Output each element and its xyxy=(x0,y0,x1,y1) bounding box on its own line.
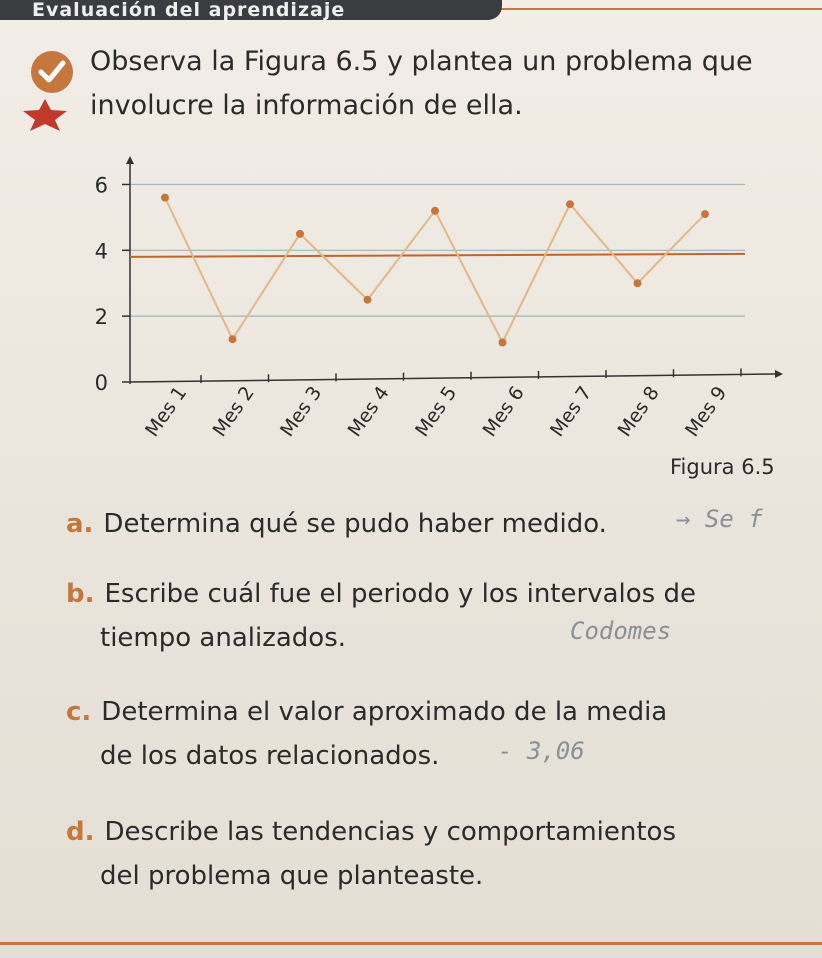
x-tick-label: Mes 4 xyxy=(343,382,394,441)
question-text: Escribe cuál fue el periodo y los intervalos de xyxy=(104,579,696,609)
x-tick-label: Mes 7 xyxy=(546,382,597,441)
star-icon xyxy=(20,98,70,132)
question-letter: a. xyxy=(66,509,94,539)
question-letter: d. xyxy=(66,817,95,847)
data-point xyxy=(161,194,169,202)
question-c xyxy=(66,690,786,778)
question-text-continued: del problema que planteaste. xyxy=(100,861,484,891)
data-point xyxy=(431,207,439,215)
question-letter: b. xyxy=(66,579,95,609)
handwritten-answer-b: Codomes xyxy=(570,617,672,645)
y-tick-label: 0 xyxy=(94,371,108,395)
y-tick-label: 6 xyxy=(94,173,108,198)
x-tick-label: Mes 3 xyxy=(276,382,327,441)
reference-line xyxy=(130,254,745,257)
x-tick-label: Mes 6 xyxy=(478,382,529,441)
frame-line-bottom xyxy=(0,942,822,945)
data-point xyxy=(566,200,574,208)
handwritten-answer-c: - 3,06 xyxy=(498,737,585,765)
check-icon xyxy=(28,48,76,96)
x-tick-label: Mes 1 xyxy=(141,382,192,441)
data-point xyxy=(499,338,507,346)
data-point xyxy=(229,335,237,343)
x-tick-label: Mes 5 xyxy=(411,382,462,441)
question-text-continued: de los datos relacionados. xyxy=(100,741,440,771)
figure-6-5-chart xyxy=(0,150,822,490)
data-point xyxy=(634,279,642,287)
x-tick-label: Mes 9 xyxy=(681,382,732,441)
data-point xyxy=(364,296,372,304)
question-b xyxy=(66,572,786,660)
y-axis-arrow xyxy=(126,156,134,164)
line-chart xyxy=(0,150,822,470)
x-tick-label: Mes 8 xyxy=(613,382,664,441)
figure-caption: Figura 6.5 xyxy=(670,455,775,479)
data-point xyxy=(296,230,304,238)
x-tick-label: Mes 2 xyxy=(208,382,259,441)
handwritten-answer-a: → Se f xyxy=(676,505,763,533)
question-text: Determina el valor aproximado de la media xyxy=(101,697,668,727)
question-letter: c. xyxy=(66,697,92,727)
y-tick-label: 4 xyxy=(94,239,108,264)
section-header: Evaluación del aprendizaje xyxy=(0,0,502,20)
data-point xyxy=(701,210,709,218)
y-tick-label: 2 xyxy=(94,305,108,330)
question-text-continued: tiempo analizados. xyxy=(100,623,347,653)
question-text: Describe las tendencias y comportamientos xyxy=(104,817,676,847)
question-text: Determina qué se pudo haber medido. xyxy=(103,509,607,539)
x-axis xyxy=(130,374,775,382)
question-d xyxy=(66,810,786,898)
intro-text: Observa la Figura 6.5 y plantea un problema que involucre la información de ella. xyxy=(90,46,753,121)
x-axis-arrow xyxy=(775,370,783,378)
series-line xyxy=(165,198,705,343)
